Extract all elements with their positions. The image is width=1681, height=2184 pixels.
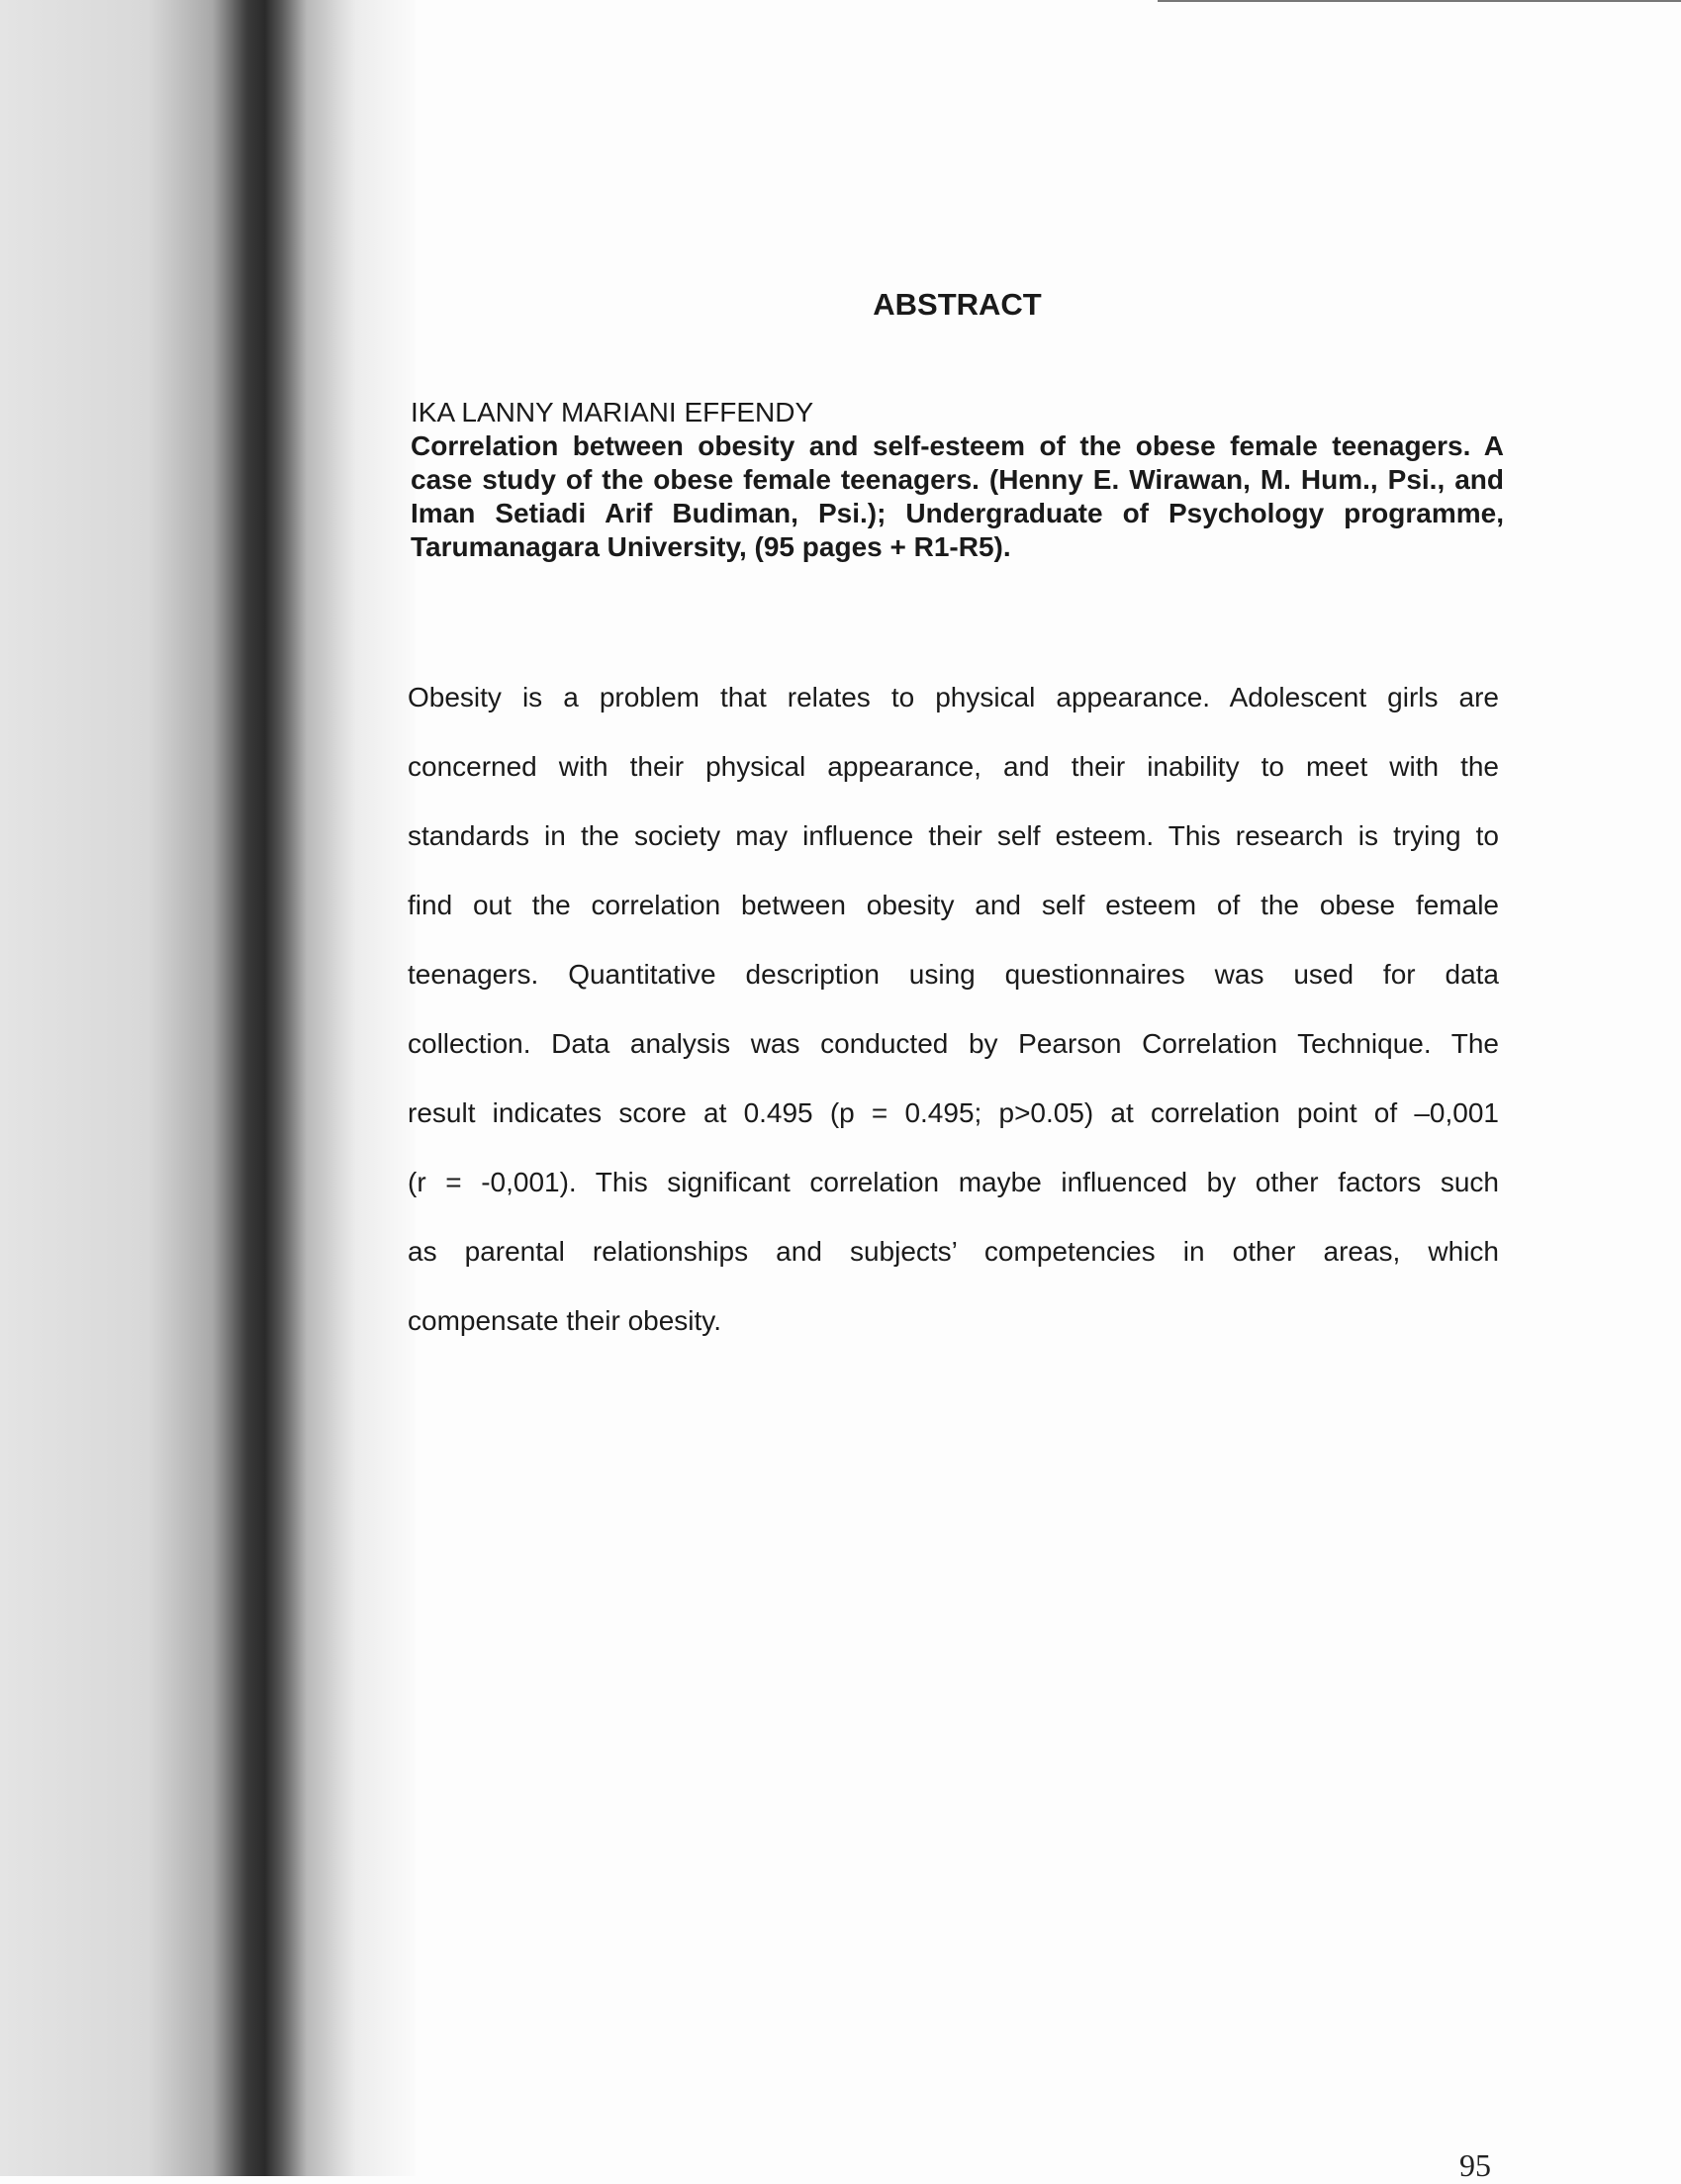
body-line: (r = -0,001). This significant correlation maybe influenced by other factors such [408,1167,1499,1197]
body-line: result indicates score at 0.495 (p = 0.495; p>0.05) at correlation point of –0,001 [408,1097,1499,1128]
scan-edge-line [1158,0,1681,2]
body-line: standards in the society may influence their self esteem. This research is trying to [408,820,1499,851]
body-line: find out the correlation between obesity and self esteem of the obese female [408,890,1499,920]
body-line: as parental relationships and subjects’ competencies in other areas, which [408,1236,1499,1267]
scan-binding-shadow [0,0,416,2176]
page-title: ABSTRACT [873,287,1042,322]
author-name: IKA LANNY MARIANI EFFENDY [411,397,814,427]
body-line: Obesity is a problem that relates to physical appearance. Adolescent girls are [408,682,1499,712]
body-line: compensate their obesity. [408,1305,721,1336]
citation: Correlation between obesity and self-esteem of the obese female teenagers. A case study of the obese female teenagers. (Henny E. Wirawan, M. Hum., Psi., and Iman Setiadi Arif Budiman, Psi.); Undergraduate of Psychology programme, Tarumanagara University, (95 pages + R1-R5). [411,430,1504,562]
abstract-header [411,396,1504,564]
abstract-body [408,673,1499,1366]
page-number: 95 [1459,2147,1491,2183]
body-line: teenagers. Quantitative description using questionnaires was used for data [408,959,1499,990]
body-line: collection. Data analysis was conducted by Pearson Correlation Technique. The [408,1028,1499,1059]
body-line: concerned with their physical appearance, and their inability to meet with the [408,751,1499,782]
